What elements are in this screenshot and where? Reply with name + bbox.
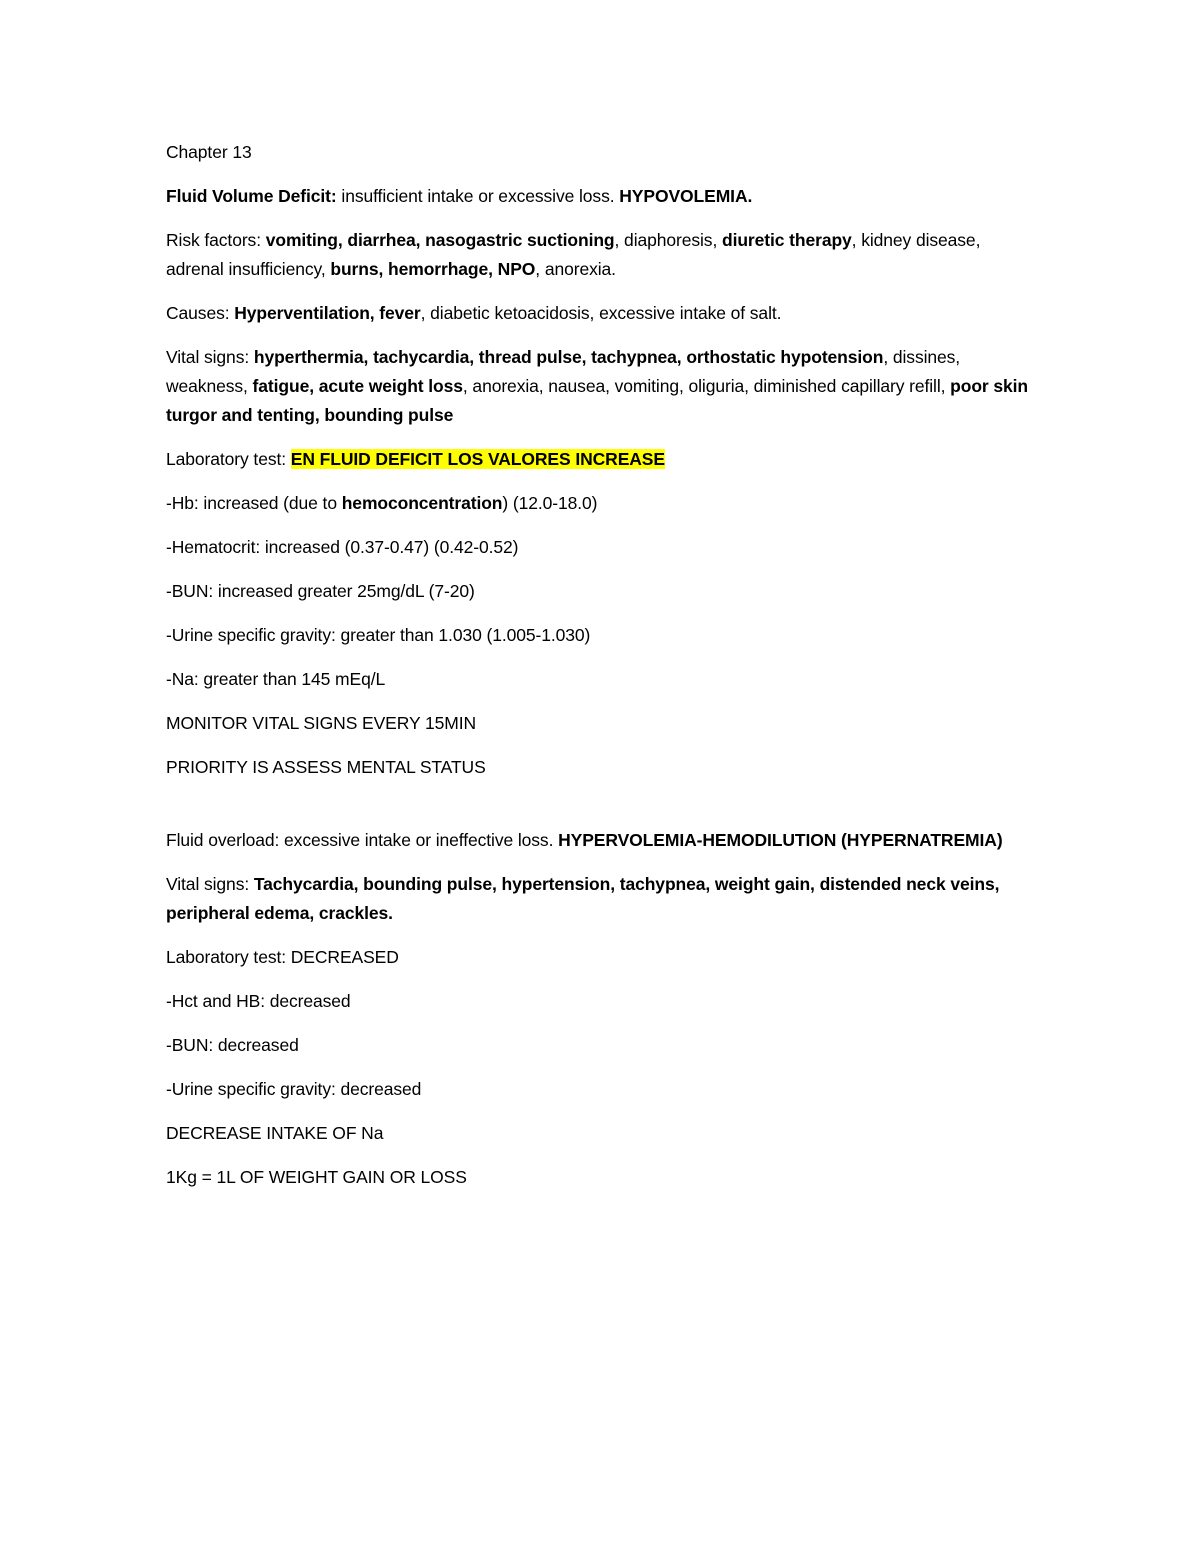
deficit-lab-highlight: EN FLUID DEFICIT LOS VALORES INCREASE bbox=[290, 449, 665, 469]
deficit-vitals-text-2: , anorexia, nausea, vomiting, oliguria, diminished capillary refill, bbox=[462, 376, 951, 396]
deficit-vitals-label: Vital signs: bbox=[166, 347, 254, 367]
fvd-label: HYPOVOLEMIA. bbox=[619, 186, 753, 206]
section-gap bbox=[166, 797, 1036, 826]
risk-bold-2: diuretic therapy bbox=[721, 230, 852, 250]
overload-vitals-label: Vital signs: bbox=[166, 874, 254, 894]
overload-na: DECREASE INTAKE OF Na bbox=[166, 1123, 384, 1143]
overload-text-1: Fluid overload: excessive intake or ineffective loss. bbox=[166, 830, 559, 850]
deficit-vitals-bold-1: hyperthermia, tachycardia, thread pulse, tachypnea, orthostatic hypotension bbox=[253, 347, 884, 367]
overload-urine: -Urine specific gravity: decreased bbox=[166, 1079, 422, 1099]
deficit-vital-signs bbox=[166, 343, 1036, 430]
causes-bold-1: Hyperventilation, fever bbox=[234, 303, 421, 323]
overload-bold-1: HYPERVOLEMIA-HEMODILUTION (HYPERNATREMIA) bbox=[558, 830, 1003, 850]
overload-vitals-bold-1: Tachycardia, bounding pulse, hypertension, tachypnea, weight gain, distended neck veins, peripheral edema, crackles. bbox=[166, 874, 1000, 923]
deficit-vitals-bold-2: fatigue, acute weight loss bbox=[252, 376, 463, 396]
hb-text-2: ) (12.0-18.0) bbox=[502, 493, 598, 513]
overload-lab-test: Laboratory test: DECREASED bbox=[166, 947, 399, 967]
overload-hct: -Hct and HB: decreased bbox=[166, 991, 351, 1011]
causes-text-1: , diabetic ketoacidosis, excessive intake of salt. bbox=[420, 303, 782, 323]
deficit-vitals-bold-3: poor skin turgor and tenting, bounding pulse bbox=[166, 376, 1028, 425]
risk-factors bbox=[166, 226, 1036, 284]
deficit-hb bbox=[166, 489, 1036, 518]
deficit-bun: -BUN: increased greater 25mg/dL (7-20) bbox=[166, 581, 475, 601]
deficit-lab-label: Laboratory test: bbox=[166, 449, 291, 469]
document-page bbox=[166, 138, 1036, 1207]
overload-weight: 1Kg = 1L OF WEIGHT GAIN OR LOSS bbox=[166, 1167, 467, 1187]
fvd-term: Fluid Volume Deficit: bbox=[166, 186, 337, 206]
hb-text-1: -Hb: increased (due to bbox=[166, 493, 342, 513]
risk-text-1: , diaphoresis, bbox=[614, 230, 722, 250]
overload-definition bbox=[166, 826, 1036, 855]
risk-bold-1: vomiting, diarrhea, nasogastric suctioning bbox=[265, 230, 615, 250]
deficit-lab-test bbox=[166, 445, 1036, 474]
overload-vital-signs bbox=[166, 870, 1036, 928]
deficit-priority: PRIORITY IS ASSESS MENTAL STATUS bbox=[166, 757, 486, 777]
overload-bun: -BUN: decreased bbox=[166, 1035, 299, 1055]
chapter-heading: Chapter 13 bbox=[166, 142, 252, 162]
hb-bold-1: hemoconcentration bbox=[341, 493, 503, 513]
fvd-definition bbox=[166, 182, 1036, 211]
risk-bold-3: burns, hemorrhage, NPO bbox=[330, 259, 536, 279]
deficit-monitor: MONITOR VITAL SIGNS EVERY 15MIN bbox=[166, 713, 477, 733]
deficit-hematocrit: -Hematocrit: increased (0.37-0.47) (0.42-0.52) bbox=[166, 537, 519, 557]
causes-label: Causes: bbox=[166, 303, 235, 323]
risk-factors-label: Risk factors: bbox=[166, 230, 266, 250]
risk-text-3: , anorexia. bbox=[535, 259, 616, 279]
deficit-na: -Na: greater than 145 mEq/L bbox=[166, 669, 386, 689]
fvd-definition-text: insufficient intake or excessive loss. bbox=[336, 186, 620, 206]
risk-text-2: , kidney disease, adrenal insufficiency, bbox=[166, 230, 981, 279]
deficit-vitals-text-1: , dissines, weakness, bbox=[166, 347, 961, 396]
causes bbox=[166, 299, 1036, 328]
deficit-urine: -Urine specific gravity: greater than 1.030 (1.005-1.030) bbox=[166, 625, 591, 645]
